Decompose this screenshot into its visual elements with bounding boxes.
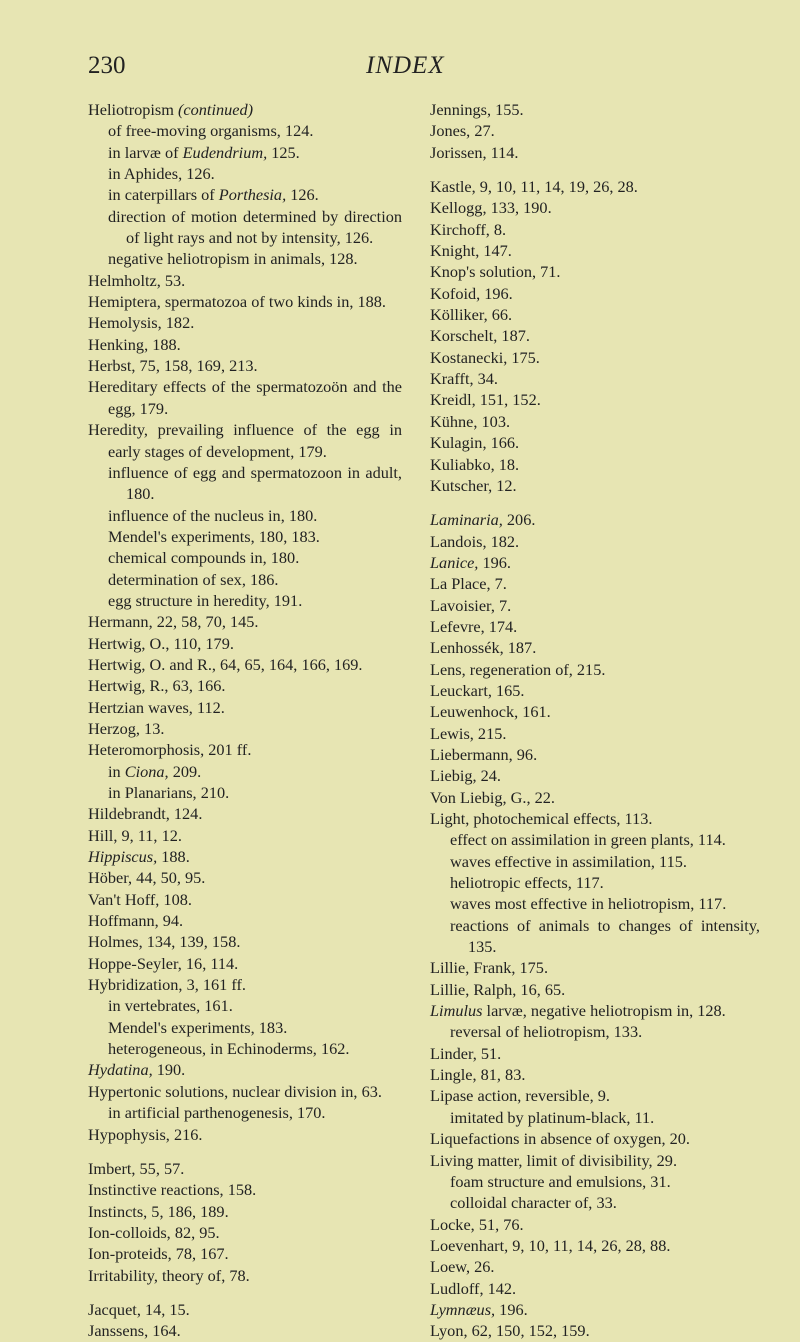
entry-italic-term: (continued) bbox=[178, 100, 254, 119]
index-entry bbox=[88, 1265, 402, 1286]
entry-pages: 125. bbox=[267, 142, 300, 162]
index-entry bbox=[430, 1000, 760, 1021]
index-entry bbox=[88, 654, 402, 675]
entry-text: reactions of animals to changes of intensity, 135. bbox=[450, 915, 760, 957]
entry-text: Hemolysis, 182. bbox=[88, 313, 195, 333]
index-entry bbox=[88, 1179, 402, 1200]
entry-text: Light, photochemical effects, 113. bbox=[430, 809, 653, 828]
entry-pages: 126. bbox=[286, 185, 319, 205]
entry-text: Hertwig, O. and R., 64, 65, 164, 166, 169. bbox=[88, 654, 363, 674]
entry-text: Hereditary effects of the spermatozoön and the egg, 179. bbox=[88, 377, 402, 418]
index-subentry bbox=[88, 248, 402, 269]
entry-text: influence of egg and spermatozoon in adult, 180. bbox=[108, 462, 402, 504]
index-entry bbox=[88, 1201, 402, 1222]
index-subentry bbox=[430, 915, 760, 958]
index-entry bbox=[430, 552, 760, 573]
index-subentry bbox=[88, 120, 402, 141]
letter-section-gap bbox=[430, 163, 760, 176]
index-entry bbox=[430, 1320, 760, 1341]
index-subentry bbox=[430, 829, 760, 850]
index-subentry bbox=[430, 1107, 760, 1128]
entry-text: Kölliker, 66. bbox=[430, 305, 513, 325]
entry-text: Höber, 44, 50, 95. bbox=[88, 868, 206, 888]
index-entry bbox=[430, 765, 760, 786]
entry-text: Ion-proteids, 78, 167. bbox=[88, 1244, 229, 1264]
index-entry bbox=[430, 616, 760, 637]
entry-text: chemical compounds in, 180. bbox=[108, 548, 300, 568]
index-entry bbox=[430, 1299, 760, 1320]
entry-text: of free-moving organisms, 124. bbox=[108, 121, 314, 141]
index-subentry bbox=[88, 206, 402, 249]
entry-text: Holmes, 134, 139, 158. bbox=[88, 932, 241, 952]
entry-text: colloidal character of, 33. bbox=[450, 1193, 617, 1213]
index-subentry bbox=[430, 872, 760, 893]
index-entry bbox=[88, 953, 402, 974]
entry-text: Kutscher, 12. bbox=[430, 475, 517, 495]
entry-pages: 196. bbox=[478, 552, 511, 572]
entry-text: Hertzian waves, 112. bbox=[88, 697, 225, 717]
entry-text: Hypertonic solutions, nuclear division in, 63. bbox=[88, 1081, 382, 1101]
index-subentry bbox=[430, 1192, 760, 1213]
entry-text: Hermann, 22, 58, 70, 145. bbox=[88, 612, 259, 632]
letter-section-gap bbox=[430, 496, 760, 509]
index-entry bbox=[88, 1059, 402, 1080]
entry-text: Hybridization, 3, 161 ff. bbox=[88, 975, 246, 995]
entry-text: Kulagin, 166. bbox=[430, 433, 520, 453]
index-subentry bbox=[88, 462, 402, 505]
index-entry bbox=[430, 240, 760, 261]
entry-text: Ludloff, 142. bbox=[430, 1278, 517, 1298]
entry-text: waves effective in assimilation, 115. bbox=[450, 851, 687, 871]
entry-text: Van't Hoff, 108. bbox=[88, 889, 192, 909]
entry-italic-term: Eudendrium, bbox=[182, 142, 268, 162]
index-subentry bbox=[88, 547, 402, 568]
entry-text: in vertebrates, 161. bbox=[108, 996, 233, 1016]
index-entry bbox=[88, 697, 402, 718]
index-subentry bbox=[430, 1021, 760, 1042]
entry-italic-term: Hydatina, bbox=[88, 1060, 153, 1080]
index-subentry bbox=[88, 142, 402, 163]
entry-text: Herzog, 13. bbox=[88, 718, 165, 738]
index-entry bbox=[430, 808, 760, 829]
entry-text: negative heliotropism in animals, 128. bbox=[108, 249, 358, 269]
index-entry bbox=[88, 291, 402, 312]
entry-italic-term: Hippiscus, bbox=[88, 847, 158, 867]
entry-italic-term: Lymnæus, bbox=[430, 1299, 496, 1319]
entry-text: Knight, 147. bbox=[430, 241, 512, 261]
index-entry bbox=[430, 120, 760, 141]
entry-text: Landois, 182. bbox=[430, 531, 520, 551]
entry-text: Mendel's experiments, 180, 183. bbox=[108, 526, 320, 546]
index-subentry bbox=[88, 163, 402, 184]
entry-text: heterogeneous, in Echinoderms, 162. bbox=[108, 1039, 350, 1059]
index-entry bbox=[430, 659, 760, 680]
index-entry bbox=[88, 1299, 402, 1320]
entry-text: Leuwenhock, 161. bbox=[430, 702, 551, 722]
entry-pages: 196. bbox=[495, 1299, 528, 1319]
entry-text: Locke, 51, 76. bbox=[430, 1214, 524, 1234]
index-entry bbox=[430, 573, 760, 594]
entry-text: La Place, 7. bbox=[430, 574, 507, 594]
index-entry bbox=[88, 974, 402, 995]
index-entry bbox=[430, 1214, 760, 1235]
index-entry bbox=[88, 376, 402, 419]
entry-text: Hertwig, O., 110, 179. bbox=[88, 633, 234, 653]
entry-text: Heteromorphosis, 201 ff. bbox=[88, 740, 252, 760]
page-number: 230 bbox=[88, 52, 126, 79]
entry-text: in larvæ of bbox=[108, 142, 183, 162]
entry-text: Lewis, 215. bbox=[430, 723, 507, 743]
entry-text: Lefevre, 174. bbox=[430, 616, 518, 636]
entry-text: Janssens, 164. bbox=[88, 1321, 181, 1341]
index-subentry bbox=[88, 995, 402, 1016]
index-entry bbox=[430, 411, 760, 432]
entry-pages: 188. bbox=[157, 847, 190, 867]
index-entry bbox=[88, 1081, 402, 1102]
index-entry bbox=[430, 701, 760, 722]
entry-text: Hemiptera, spermatozoa of two kinds in, 188. bbox=[88, 292, 386, 312]
index-entry bbox=[88, 270, 402, 291]
entry-text: Living matter, limit of divisibility, 29. bbox=[430, 1150, 678, 1170]
index-subentry bbox=[88, 184, 402, 205]
entry-text: Kellogg, 133, 190. bbox=[430, 198, 552, 218]
index-entry bbox=[430, 509, 760, 530]
entry-text: effect on assimilation in green plants, 114. bbox=[450, 830, 726, 850]
entry-italic-term: Porthesia, bbox=[218, 185, 287, 205]
index-entry bbox=[430, 283, 760, 304]
entry-text: waves most effective in heliotropism, 117. bbox=[450, 894, 727, 914]
entry-text: Kuliabko, 18. bbox=[430, 454, 520, 474]
entry-text: in Aphides, 126. bbox=[108, 164, 215, 184]
entry-text: Lillie, Ralph, 16, 65. bbox=[430, 979, 566, 999]
entry-text: Hypophysis, 216. bbox=[88, 1124, 203, 1144]
index-entry bbox=[430, 99, 760, 120]
index-entry bbox=[88, 1243, 402, 1264]
entry-text: Loew, 26. bbox=[430, 1257, 495, 1277]
index-entry bbox=[430, 475, 760, 496]
entry-text: Kirchoff, 8. bbox=[430, 219, 507, 239]
entry-text: in Planarians, 210. bbox=[108, 783, 230, 802]
entry-text: Lens, regeneration of, 215. bbox=[430, 659, 606, 679]
entry-text: Liebig, 24. bbox=[430, 766, 501, 786]
entry-italic-term: Laminaria, bbox=[430, 510, 503, 530]
index-entry bbox=[88, 419, 402, 462]
page-title: INDEX bbox=[366, 52, 445, 79]
index-entry bbox=[88, 846, 402, 867]
entry-text: Liebermann, 96. bbox=[430, 744, 538, 764]
entry-text: heliotropic effects, 117. bbox=[450, 873, 604, 893]
entry-text: Jorissen, 114. bbox=[430, 142, 519, 162]
entry-text: Lavoisier, 7. bbox=[430, 595, 512, 615]
entry-text: Krafft, 34. bbox=[430, 369, 498, 389]
index-entry bbox=[430, 347, 760, 368]
index-entry bbox=[88, 1222, 402, 1243]
entry-pages: larvæ, negative heliotropism in, 128. bbox=[482, 1001, 726, 1021]
index-column-right bbox=[430, 99, 760, 1342]
entry-text: determination of sex, 186. bbox=[108, 569, 279, 589]
entry-text: Kostanecki, 175. bbox=[430, 347, 540, 367]
entry-text: Lenhossék, 187. bbox=[430, 638, 537, 658]
index-entry bbox=[88, 889, 402, 910]
index-entry bbox=[88, 718, 402, 739]
index-entry bbox=[430, 1085, 760, 1106]
entry-text: Kastle, 9, 10, 11, 14, 19, 26, 28. bbox=[430, 177, 638, 197]
entry-text: Irritability, theory of, 78. bbox=[88, 1265, 250, 1285]
entry-text: Herbst, 75, 158, 169, 213. bbox=[88, 356, 258, 376]
entry-text: in artificial parthenogenesis, 170. bbox=[108, 1103, 326, 1123]
index-entry bbox=[430, 744, 760, 765]
index-entry bbox=[430, 680, 760, 701]
index-entry bbox=[430, 637, 760, 658]
entry-text: Lingle, 81, 83. bbox=[430, 1065, 526, 1085]
entry-italic-term: Ciona, bbox=[124, 761, 169, 781]
index-entry bbox=[430, 1278, 760, 1299]
entry-text: Von Liebig, G., 22. bbox=[430, 787, 555, 807]
entry-text: influence of the nucleus in, 180. bbox=[108, 505, 318, 525]
index-column-left bbox=[88, 99, 402, 1342]
entry-text: Hoffmann, 94. bbox=[88, 911, 184, 931]
entry-text: Linder, 51. bbox=[430, 1043, 502, 1063]
index-subentry bbox=[430, 851, 760, 872]
index-entry bbox=[430, 176, 760, 197]
entry-text: Imbert, 55, 57. bbox=[88, 1158, 185, 1178]
page-header bbox=[0, 52, 800, 86]
entry-text: Jacquet, 14, 15. bbox=[88, 1299, 190, 1319]
entry-text: Jennings, 155. bbox=[430, 100, 524, 119]
index-entry bbox=[430, 1043, 760, 1064]
index-entry bbox=[88, 1320, 402, 1341]
index-subentry bbox=[88, 1102, 402, 1123]
index-entry bbox=[430, 1235, 760, 1256]
entry-text: Hertwig, R., 63, 166. bbox=[88, 676, 226, 696]
index-entry bbox=[88, 355, 402, 376]
index-entry bbox=[430, 787, 760, 808]
index-subentry bbox=[88, 1017, 402, 1038]
index-entry bbox=[430, 595, 760, 616]
entry-text: Lipase action, reversible, 9. bbox=[430, 1086, 610, 1106]
index-subentry bbox=[88, 782, 402, 803]
index-entry bbox=[88, 611, 402, 632]
entry-text: egg structure in heredity, 191. bbox=[108, 590, 303, 610]
entry-italic-term: Limulus bbox=[430, 1001, 483, 1021]
index-entry bbox=[430, 723, 760, 744]
entry-text: Korschelt, 187. bbox=[430, 326, 530, 346]
index-entry bbox=[430, 957, 760, 978]
entry-text: Kühne, 103. bbox=[430, 411, 511, 431]
entry-text: Hoppe-Seyler, 16, 114. bbox=[88, 953, 239, 973]
index-entry bbox=[88, 312, 402, 333]
letter-section-gap bbox=[88, 1145, 402, 1158]
index-entry bbox=[430, 1064, 760, 1085]
index-entry bbox=[430, 454, 760, 475]
index-entry bbox=[430, 304, 760, 325]
index-entry bbox=[430, 261, 760, 282]
entry-text: Instinctive reactions, 158. bbox=[88, 1180, 257, 1200]
index-entry bbox=[430, 389, 760, 410]
index-entry bbox=[88, 910, 402, 931]
index-entry bbox=[430, 1128, 760, 1149]
entry-text: Mendel's experiments, 183. bbox=[108, 1017, 288, 1037]
index-entry bbox=[88, 99, 402, 120]
index-entry bbox=[430, 368, 760, 389]
index-subentry bbox=[88, 590, 402, 611]
index-subentry bbox=[430, 1171, 760, 1192]
entry-text: Heredity, prevailing influence of the egg in early stages of development, 179. bbox=[88, 420, 402, 461]
index-subentry bbox=[88, 569, 402, 590]
entry-text: Heliotropism bbox=[88, 100, 178, 119]
entry-text: reversal of heliotropism, 133. bbox=[450, 1022, 643, 1042]
entry-text: Lyon, 62, 150, 152, 159. bbox=[430, 1321, 590, 1341]
entry-text: Leuckart, 165. bbox=[430, 680, 525, 700]
entry-text: Ion-colloids, 82, 95. bbox=[88, 1222, 220, 1242]
entry-italic-term: Lanice, bbox=[430, 552, 479, 572]
entry-pages: 190. bbox=[152, 1060, 186, 1080]
index-entry bbox=[88, 1124, 402, 1145]
entry-pages: 206. bbox=[502, 510, 536, 530]
entry-text: in caterpillars of bbox=[108, 185, 219, 205]
index-entry bbox=[88, 803, 402, 824]
entry-text: Instincts, 5, 186, 189. bbox=[88, 1201, 229, 1221]
entry-text: Henking, 188. bbox=[88, 334, 181, 354]
index-subentry bbox=[430, 893, 760, 914]
index-subentry bbox=[88, 505, 402, 526]
entry-text: Lillie, Frank, 175. bbox=[430, 958, 549, 978]
entry-text: Hill, 9, 11, 12. bbox=[88, 825, 182, 845]
entry-text: Kofoid, 196. bbox=[430, 283, 513, 303]
letter-section-gap bbox=[88, 1286, 402, 1299]
index-entry bbox=[430, 219, 760, 240]
index-entry bbox=[88, 931, 402, 952]
entry-text: foam structure and emulsions, 31. bbox=[450, 1171, 671, 1191]
entry-text: imitated by platinum-black, 11. bbox=[450, 1107, 655, 1127]
entry-text: Jones, 27. bbox=[430, 121, 495, 141]
index-entry bbox=[88, 739, 402, 760]
index-entry bbox=[430, 531, 760, 552]
index-entry bbox=[88, 633, 402, 654]
index-entry bbox=[430, 197, 760, 218]
entry-text: Liquefactions in absence of oxygen, 20. bbox=[430, 1129, 690, 1149]
index-subentry bbox=[88, 1038, 402, 1059]
index-entry bbox=[88, 825, 402, 846]
index-entry bbox=[430, 1150, 760, 1171]
index-entry bbox=[88, 867, 402, 888]
entry-text: direction of motion determined by direction of light rays and not by intensity, 126. bbox=[108, 206, 402, 248]
entry-text: in bbox=[108, 761, 125, 781]
entry-text: Helmholtz, 53. bbox=[88, 270, 186, 290]
entry-text: Hildebrandt, 124. bbox=[88, 804, 203, 824]
entry-pages: 209. bbox=[168, 761, 202, 781]
index-entry bbox=[430, 325, 760, 346]
index-entry bbox=[88, 334, 402, 355]
index-subentry bbox=[88, 761, 402, 782]
entry-text: Knop's solution, 71. bbox=[430, 262, 561, 282]
index-entry bbox=[88, 675, 402, 696]
index-entry bbox=[430, 979, 760, 1000]
index-entry bbox=[430, 142, 760, 163]
index-entry bbox=[430, 432, 760, 453]
index-entry bbox=[430, 1256, 760, 1277]
entry-text: Kreidl, 151, 152. bbox=[430, 390, 541, 410]
index-entry bbox=[88, 1158, 402, 1179]
entry-text: Loevenhart, 9, 10, 11, 14, 26, 28, 88. bbox=[430, 1235, 671, 1255]
index-subentry bbox=[88, 526, 402, 547]
